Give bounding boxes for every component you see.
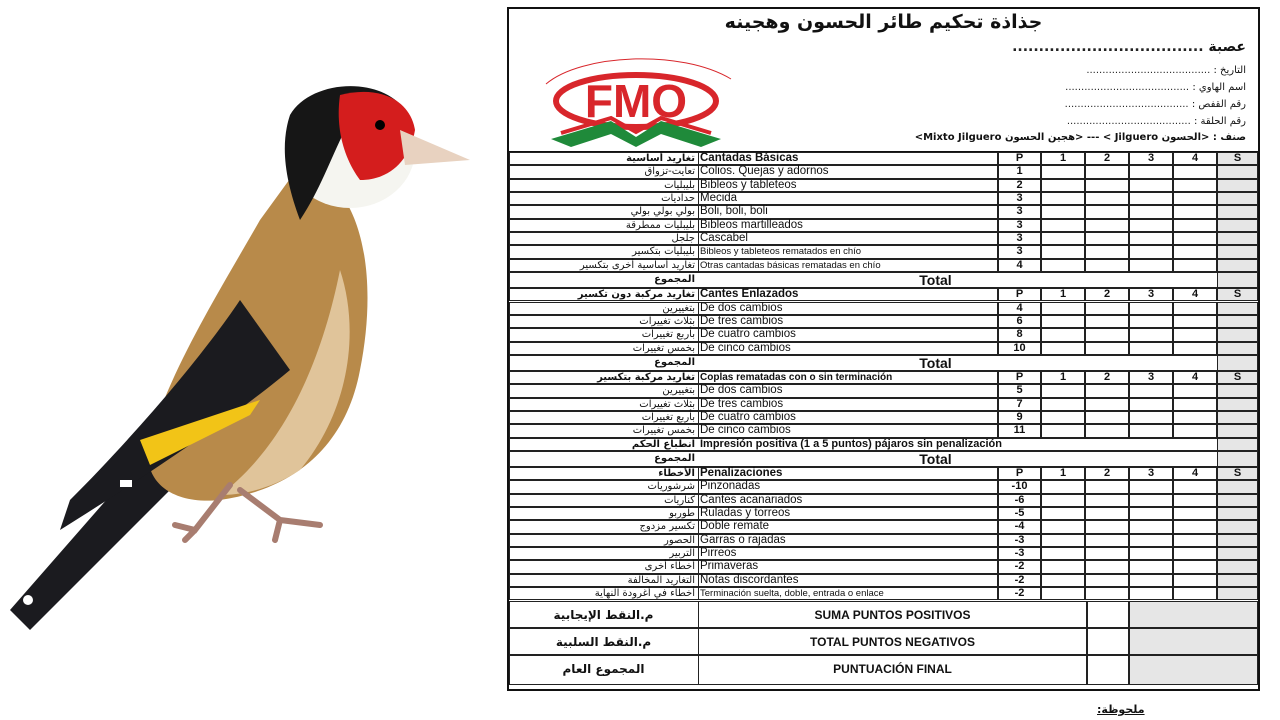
score-cell	[1129, 165, 1173, 178]
score-cell	[1085, 494, 1129, 507]
score-cell	[1173, 384, 1217, 397]
score-cell	[1129, 480, 1173, 493]
s-cell	[1217, 165, 1258, 178]
row-label-es: Cascabel	[700, 232, 748, 245]
row-points: -3	[1014, 533, 1025, 546]
fmo-logo	[521, 39, 751, 151]
summary-s-box	[1129, 628, 1258, 655]
column-header-4: 4	[1191, 370, 1199, 383]
row-points: 5	[1016, 384, 1023, 397]
sheet-title: جذاذة تحكيم طائر الحسون وهجينه	[724, 11, 1043, 33]
row-label-ar: الحصور	[664, 534, 695, 546]
row-label-ar: تعايت-تزواق	[644, 166, 695, 178]
score-cell	[1173, 560, 1217, 573]
score-cell	[1129, 315, 1173, 328]
row-points: 8	[1016, 328, 1023, 341]
column-header-4: 4	[1191, 288, 1199, 301]
score-cell	[1085, 560, 1129, 573]
row-label-es: Ruladas y torreos	[700, 507, 791, 520]
s-cell	[1217, 192, 1258, 205]
row-points: -3	[1014, 547, 1025, 560]
row-label-ar: شرشوريات	[647, 481, 695, 493]
score-cell	[1173, 328, 1217, 341]
row-label-ar: بليبليات بتكسير	[632, 246, 695, 258]
row-label-ar: كناريات	[664, 494, 695, 506]
row-points: 4	[1016, 301, 1023, 314]
cage-field: رقم القفص : .......................................	[1064, 99, 1246, 110]
s-cell	[1217, 398, 1258, 411]
score-cell	[1129, 384, 1173, 397]
goldfinch-illustration	[0, 70, 480, 630]
row-label-ar: بخمس تغييرات	[632, 342, 695, 354]
score-cell	[1085, 192, 1129, 205]
s-cell	[1217, 520, 1258, 533]
row-points: 3	[1016, 205, 1023, 218]
section-header-ar: تغاريد أساسية	[626, 153, 695, 164]
row-label-es: De cinco cambios	[700, 424, 791, 437]
s-cell	[1217, 205, 1258, 218]
row-label-ar: طوربو	[669, 508, 695, 520]
impression-label-es: Impresión positiva (1 a 5 puntos) pájaros sin penalización	[700, 437, 1002, 450]
score-cell	[1041, 302, 1085, 315]
row-label-ar: بتغييرين	[662, 385, 695, 397]
score-cell	[1129, 245, 1173, 258]
score-cell	[1129, 205, 1173, 218]
row-label-es: De dos cambios	[700, 384, 783, 397]
score-cell	[1173, 315, 1217, 328]
score-cell	[1041, 398, 1085, 411]
s-cell	[1217, 179, 1258, 192]
score-cell	[1085, 384, 1129, 397]
s-cell	[1217, 424, 1258, 437]
score-cell	[1129, 587, 1173, 600]
s-cell	[1217, 507, 1258, 520]
summary-label-es: PUNTUACIÓN FINAL	[833, 661, 952, 676]
score-cell	[1129, 219, 1173, 232]
score-cell	[1173, 574, 1217, 587]
row-points: -2	[1014, 560, 1025, 573]
row-label-ar: حداديات	[661, 193, 695, 205]
row-points: -2	[1014, 573, 1025, 586]
score-cell	[1085, 165, 1129, 178]
row-points: -10	[1011, 480, 1028, 493]
column-header-s: S	[1233, 288, 1242, 301]
summary-p-box	[1087, 655, 1129, 685]
row-points: 10	[1013, 341, 1026, 354]
score-cell	[1173, 480, 1217, 493]
s-cell	[1217, 342, 1258, 355]
row-label-es: De cinco cambios	[700, 341, 791, 354]
row-points: 2	[1016, 178, 1023, 191]
score-cell	[1129, 179, 1173, 192]
summary-s-box	[1129, 601, 1258, 628]
row-label-es: Primaveras	[700, 560, 759, 573]
column-header-3: 3	[1147, 467, 1155, 479]
row-label-es: Garras o rajadas	[700, 533, 786, 546]
score-cell	[1173, 192, 1217, 205]
row-points: 4	[1016, 258, 1023, 271]
column-header-3: 3	[1147, 152, 1155, 164]
column-header-s: S	[1233, 370, 1242, 383]
section-header-ar: الأخطاء	[658, 468, 695, 479]
impression-label-ar: انطباع الحكم	[631, 438, 695, 450]
section-total-es: Total	[919, 272, 952, 289]
score-cell	[1173, 232, 1217, 245]
score-cell	[1085, 205, 1129, 218]
score-cell	[1085, 574, 1129, 587]
score-cell	[1085, 302, 1129, 315]
column-header-p: P	[1015, 370, 1024, 383]
row-points: 11	[1013, 424, 1026, 437]
section-header-es: Cantes Enlazados	[700, 288, 799, 301]
score-cell	[1129, 574, 1173, 587]
score-cell	[1041, 205, 1085, 218]
row-label-es: Pirreos	[700, 547, 737, 560]
row-points: 7	[1016, 397, 1023, 410]
column-header-p: P	[1015, 152, 1024, 164]
row-points: 3	[1016, 232, 1023, 245]
score-cell	[1129, 560, 1173, 573]
ring-field: رقم الحلقة : .......................................	[1066, 116, 1246, 127]
row-label-ar: بأربع تغييرات	[641, 329, 695, 341]
row-label-es: Mecida	[700, 192, 738, 205]
score-cell	[1085, 232, 1129, 245]
score-cell	[1041, 534, 1085, 547]
score-cell	[1173, 587, 1217, 600]
score-cell	[1085, 507, 1129, 520]
score-cell	[1173, 424, 1217, 437]
section-header-ar: تغاريد مركبة دون تكسير	[577, 289, 695, 301]
note-label: ملحوظة:	[1097, 703, 1145, 716]
score-cell	[1085, 547, 1129, 560]
score-cell	[1041, 342, 1085, 355]
score-cell	[1085, 424, 1129, 437]
score-cell	[1085, 315, 1129, 328]
score-cell	[1173, 259, 1217, 272]
s-cell	[1217, 259, 1258, 272]
score-cell	[1173, 342, 1217, 355]
score-cell	[1173, 547, 1217, 560]
score-cell	[1173, 507, 1217, 520]
score-cell	[1041, 384, 1085, 397]
svg-text:FMO: FMO	[584, 75, 688, 127]
score-cell	[1041, 587, 1085, 600]
score-cell	[1173, 179, 1217, 192]
score-cell	[1041, 259, 1085, 272]
score-cell	[1041, 328, 1085, 341]
score-cell	[1085, 587, 1129, 600]
row-label-es: Cantes acanariados	[700, 493, 803, 506]
score-cell	[1085, 259, 1129, 272]
summary-label-ar: المجموع العام	[562, 661, 645, 676]
score-cell	[1041, 560, 1085, 573]
row-label-es: Pinzonadas	[700, 480, 761, 493]
score-cell	[1085, 245, 1129, 258]
s-cell	[1217, 438, 1258, 451]
s-cell	[1217, 355, 1258, 371]
s-cell	[1217, 302, 1258, 315]
score-cell	[1085, 328, 1129, 341]
score-cell	[1041, 424, 1085, 437]
row-label-es: Notas discordantes	[700, 573, 799, 586]
row-label-ar: بولي بولي بولي	[630, 206, 695, 218]
score-cell	[1129, 259, 1173, 272]
row-label-ar: التغاريد المخالفة	[627, 574, 695, 586]
score-cell	[1085, 520, 1129, 533]
section-header-es: Coplas rematadas con o sin terminación	[700, 371, 893, 383]
row-label-es: De cuatro cambios	[700, 328, 796, 341]
score-cell	[1085, 534, 1129, 547]
s-cell	[1217, 480, 1258, 493]
score-cell	[1129, 398, 1173, 411]
row-label-es: Boli, boli, boli	[700, 205, 768, 218]
row-points: 3	[1016, 192, 1023, 205]
variety-line: صنف : <الحسون Jilguero > --- <هجين الحسون Mixto Jilguero>	[914, 132, 1246, 143]
row-label-ar: التربير	[669, 548, 695, 560]
row-label-es: Bibleos y tableteos	[700, 178, 797, 191]
row-label-ar: تكسير مزدوج	[639, 521, 695, 533]
row-points: 1	[1016, 165, 1023, 178]
score-cell	[1173, 520, 1217, 533]
score-cell	[1085, 398, 1129, 411]
section-header-es: Cantadas Básicas	[700, 152, 799, 164]
score-cell	[1085, 480, 1129, 493]
row-points: -2	[1014, 587, 1025, 600]
row-label-es: De cuatro cambios	[700, 410, 796, 423]
row-label-es: Bibleos y tableteos rematados en chío	[700, 246, 862, 258]
row-label-es: Otras cantadas básicas rematadas en chío	[700, 259, 881, 271]
score-cell	[1085, 411, 1129, 424]
score-cell	[1129, 424, 1173, 437]
s-cell	[1217, 272, 1258, 288]
section-total-ar: المجموع	[654, 356, 695, 368]
row-label-ar: بثلاث تغييرات	[639, 315, 695, 327]
s-cell	[1217, 232, 1258, 245]
summary-p-box	[1087, 628, 1129, 655]
s-cell	[1217, 451, 1258, 467]
section-total-es: Total	[919, 354, 952, 371]
column-header-3: 3	[1147, 288, 1155, 301]
row-label-ar: أخطاء أخرى	[644, 561, 695, 573]
score-cell	[1129, 192, 1173, 205]
score-cell	[1041, 507, 1085, 520]
row-label-ar: تغاريد أساسية أخرى بتكسير	[579, 259, 695, 271]
score-cell	[1041, 411, 1085, 424]
row-label-ar: بثلاث تغييرات	[639, 398, 695, 410]
column-header-p: P	[1015, 467, 1024, 479]
score-cell	[1129, 520, 1173, 533]
row-points: -6	[1014, 493, 1025, 506]
score-cell	[1173, 219, 1217, 232]
row-label-es: Doble remate	[700, 520, 770, 533]
column-header-s: S	[1233, 467, 1242, 479]
summary-p-box	[1087, 601, 1129, 628]
score-cell	[1129, 342, 1173, 355]
row-label-ar: بليبليات ممطرقة	[625, 219, 695, 231]
score-cell	[1041, 315, 1085, 328]
row-label-es: Bibleos martilleados	[700, 218, 803, 231]
score-cell	[1173, 398, 1217, 411]
score-cell	[1173, 411, 1217, 424]
s-cell	[1217, 547, 1258, 560]
s-cell	[1217, 315, 1258, 328]
score-cell	[1041, 179, 1085, 192]
score-cell	[1129, 494, 1173, 507]
score-cell	[1085, 219, 1129, 232]
score-cell	[1041, 547, 1085, 560]
score-cell	[1173, 205, 1217, 218]
column-header-4: 4	[1191, 467, 1199, 479]
score-cell	[1129, 507, 1173, 520]
score-cell	[1129, 534, 1173, 547]
score-cell	[1085, 179, 1129, 192]
row-label-ar: بليبليات	[664, 179, 695, 191]
summary-label-ar: م.النقط الإيجابية	[553, 607, 654, 622]
column-header-4: 4	[1191, 152, 1199, 164]
score-cell	[1041, 165, 1085, 178]
sheet-header	[509, 9, 1258, 152]
column-header-2: 2	[1103, 288, 1111, 301]
s-cell	[1217, 245, 1258, 258]
row-points: -4	[1014, 520, 1025, 533]
column-header-1: 1	[1059, 467, 1067, 479]
score-cell	[1173, 245, 1217, 258]
column-header-1: 1	[1059, 152, 1067, 164]
row-points: 6	[1016, 314, 1023, 327]
score-cell	[1129, 302, 1173, 315]
column-header-3: 3	[1147, 370, 1155, 383]
row-points: 3	[1016, 218, 1023, 231]
section-total-ar: المجموع	[654, 453, 695, 464]
row-label-ar: بتغييرين	[662, 302, 695, 314]
score-cell	[1085, 342, 1129, 355]
column-header-2: 2	[1103, 467, 1111, 479]
section-total-ar: المجموع	[654, 274, 695, 286]
score-cell	[1129, 547, 1173, 560]
summary-label-ar: م.النقط السلبية	[555, 634, 652, 649]
summary-label-es: SUMA PUNTOS POSITIVOS	[814, 607, 971, 622]
row-points: -5	[1014, 507, 1025, 520]
column-header-2: 2	[1103, 370, 1111, 383]
s-cell	[1217, 534, 1258, 547]
row-label-es: De tres cambios	[700, 314, 784, 327]
owner-field: اسم الهاوي : .......................................	[1065, 82, 1246, 93]
s-cell	[1217, 328, 1258, 341]
score-cell	[1129, 328, 1173, 341]
row-label-ar: بأربع تغييرات	[641, 411, 695, 423]
score-cell	[1041, 520, 1085, 533]
column-header-p: P	[1015, 288, 1024, 301]
row-points: 3	[1016, 245, 1023, 258]
s-cell	[1217, 384, 1258, 397]
score-cell	[1041, 574, 1085, 587]
section-header-ar: تغاريد مركبة بتكسير	[597, 371, 695, 383]
score-cell	[1041, 245, 1085, 258]
scoresheet	[507, 7, 1260, 691]
row-label-ar: جلجل	[671, 233, 695, 245]
s-cell	[1217, 587, 1258, 600]
row-label-es: Terminación suelta, doble, entrada o enlace	[700, 588, 884, 600]
column-header-1: 1	[1059, 288, 1067, 301]
section-header-es: Penalizaciones	[700, 467, 783, 479]
row-label-es: Colios. Quejas y adornos	[700, 165, 829, 178]
row-label-ar: أخطاء في أغرودة النهاية	[594, 588, 695, 600]
s-cell	[1217, 219, 1258, 232]
column-header-2: 2	[1103, 152, 1111, 164]
s-cell	[1217, 494, 1258, 507]
score-cell	[1041, 232, 1085, 245]
date-field: التاريخ : .......................................	[1086, 65, 1246, 76]
row-label-es: De tres cambios	[700, 397, 784, 410]
score-cell	[1173, 494, 1217, 507]
column-header-1: 1	[1059, 370, 1067, 383]
score-cell	[1173, 165, 1217, 178]
row-points: 9	[1016, 410, 1023, 423]
score-cell	[1041, 192, 1085, 205]
column-header-s: S	[1233, 152, 1242, 164]
summary-label-es: TOTAL PUNTOS NEGATIVOS	[810, 634, 975, 649]
s-cell	[1217, 560, 1258, 573]
s-cell	[1217, 574, 1258, 587]
row-label-ar: بخمس تغييرات	[632, 425, 695, 437]
score-cell	[1173, 302, 1217, 315]
score-cell	[1129, 411, 1173, 424]
score-cell	[1041, 480, 1085, 493]
score-cell	[1041, 219, 1085, 232]
club-field: عصبة ....................................	[1012, 39, 1246, 55]
summary-s-box	[1129, 655, 1258, 685]
section-total-es: Total	[919, 451, 952, 467]
score-cell	[1173, 534, 1217, 547]
row-label-es: De dos cambios	[700, 301, 783, 314]
score-cell	[1129, 232, 1173, 245]
s-cell	[1217, 411, 1258, 424]
score-cell	[1041, 494, 1085, 507]
